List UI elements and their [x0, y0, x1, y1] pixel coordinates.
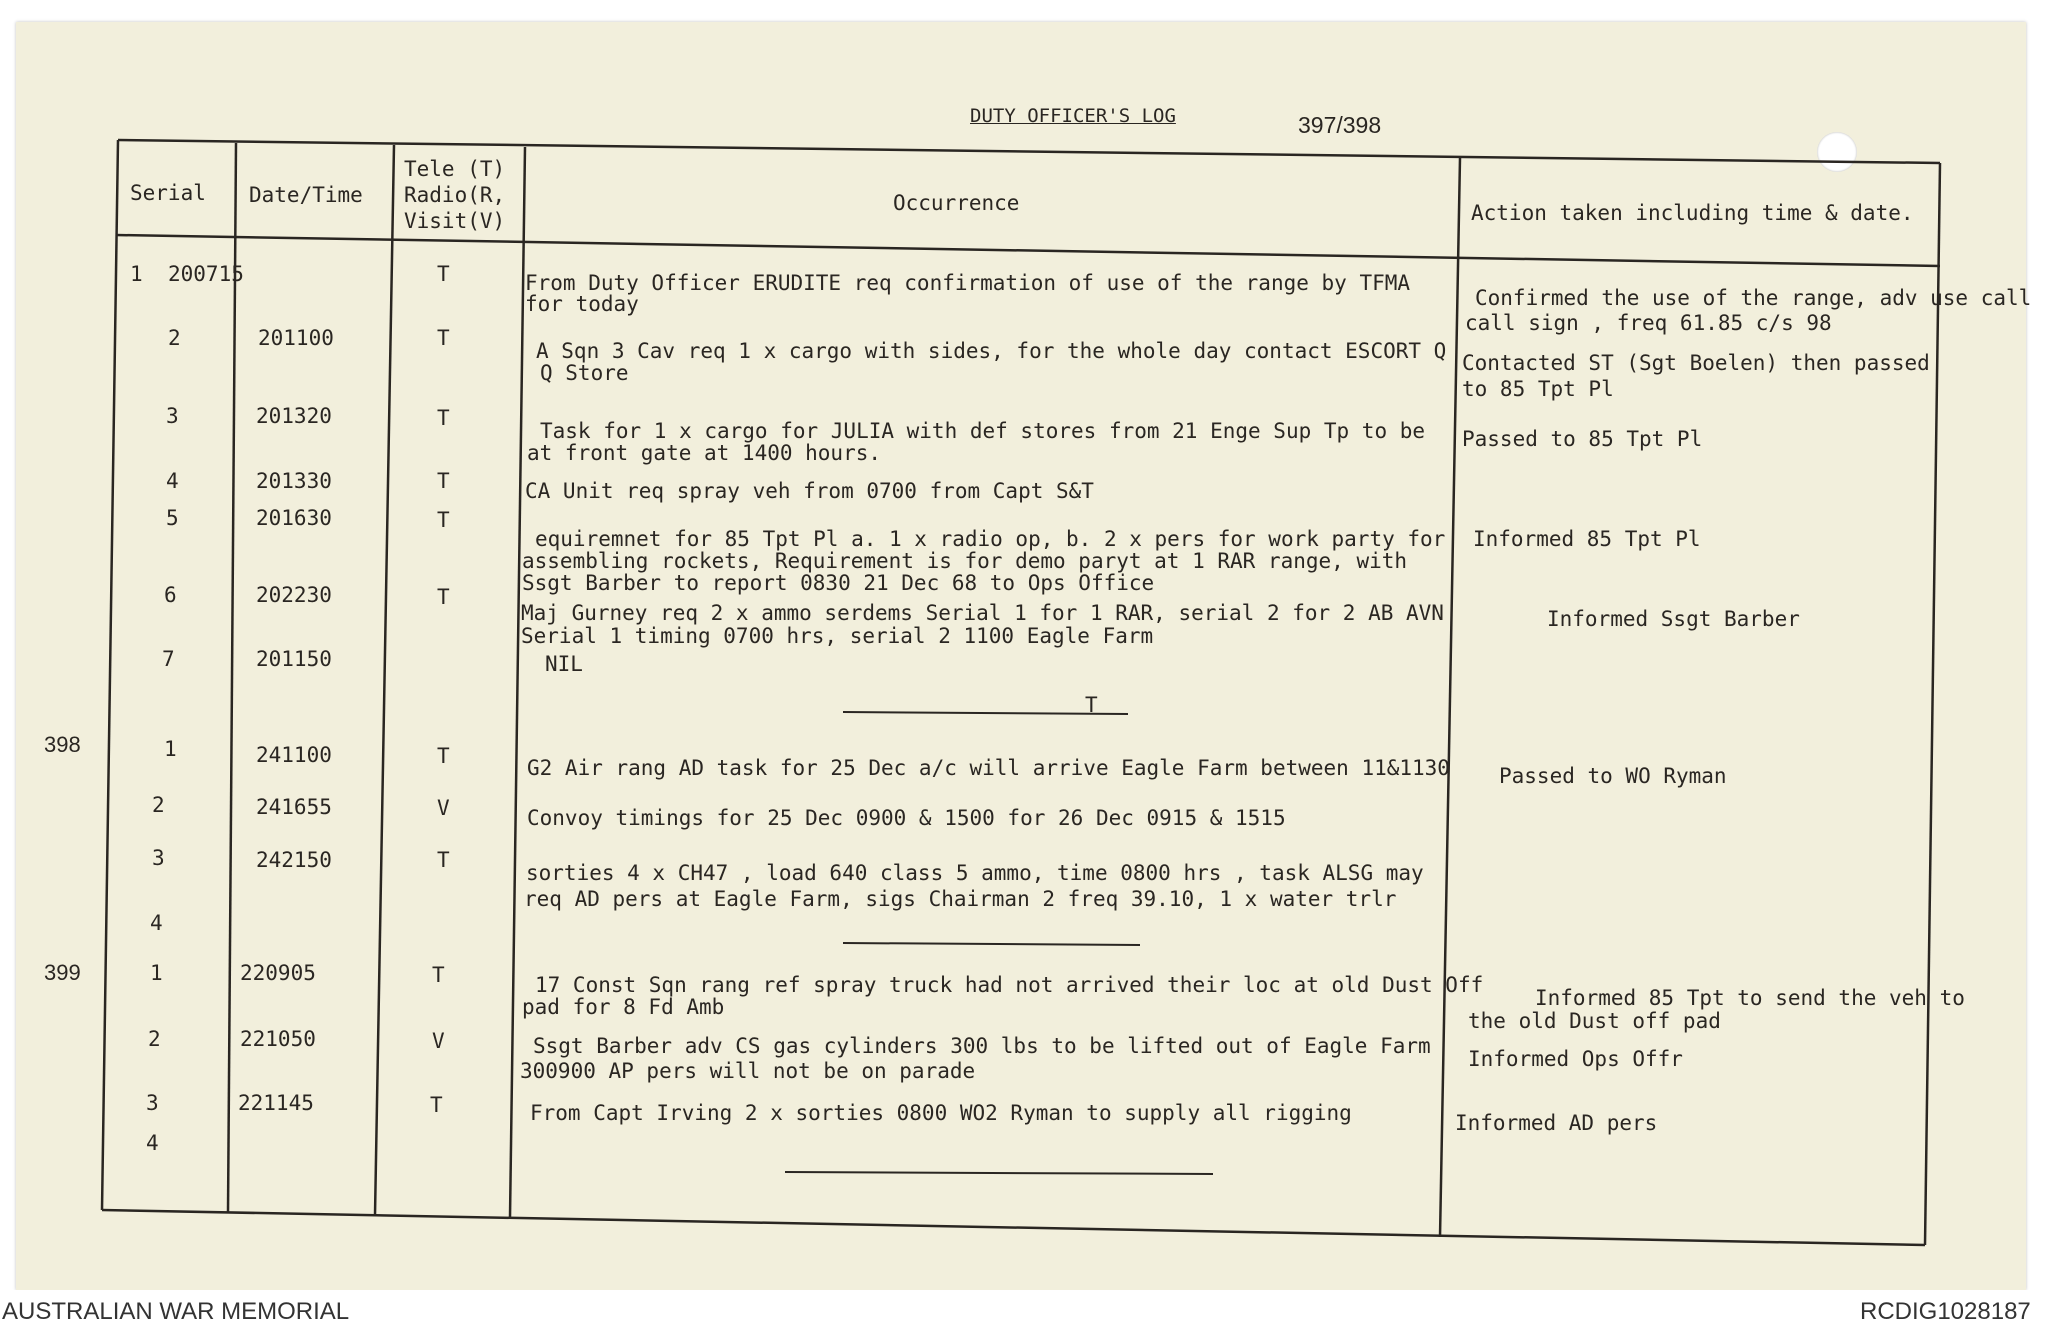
row-serial: 2 — [152, 793, 165, 817]
row-occurrence-line: G2 Air rang AD task for 25 Dec a/c will arrive Eagle Farm between 11&1130 — [527, 756, 1450, 780]
document-title: DUTY OFFICER'S LOG — [970, 105, 1176, 127]
header-occurrence: Occurrence — [893, 191, 1020, 215]
row-action-line: Passed to 85 Tpt Pl — [1462, 427, 1703, 451]
row-occurrence-line: Ssgt Barber to report 0830 21 Dec 68 to Ops Office — [522, 571, 1155, 595]
footer-right-label: RCDIG1028187 — [1860, 1298, 2031, 1325]
row-serial: 3 — [152, 846, 165, 870]
row-occurrence-line: CA Unit req spray veh from 0700 from Capt S&T — [525, 479, 1094, 503]
row-occurrence-line: 17 Const Sqn rang ref spray truck had not arrived their loc at old Dust Off — [535, 973, 1484, 997]
divider-line-2 — [843, 943, 1140, 945]
row-datetime: 221145 — [238, 1091, 314, 1115]
row-occurrence-line: From Capt Irving 2 x sorties 0800 WO2 Ryman to supply all rigging — [530, 1101, 1352, 1125]
header-method-3: Visit(V) — [404, 209, 506, 233]
row-datetime: 221050 — [240, 1027, 316, 1051]
row-datetime: 220905 — [240, 961, 316, 985]
row-occurrence-line: Q Store — [540, 361, 629, 385]
row-action-line: the old Dust off pad — [1468, 1009, 1721, 1033]
row-action-line: Contacted ST (Sgt Boelen) then passed — [1462, 351, 1930, 375]
header-serial: Serial — [130, 181, 206, 205]
row-occurrence-line: Task for 1 x cargo for JULIA with def stores from 21 Enge Sup Tp to be — [540, 419, 1426, 443]
row-datetime: 200715 — [168, 262, 244, 286]
row-method: T — [437, 262, 450, 286]
row-method: T — [432, 963, 445, 987]
divider-mark: T — [1085, 693, 1098, 717]
row-datetime: 201330 — [256, 469, 332, 493]
row-method: T — [437, 469, 450, 493]
row-occurrence-line: req AD pers at Eagle Farm, sigs Chairman 2 freq 39.10, 1 x water trlr — [524, 887, 1397, 911]
page-reference: 397/398 — [1298, 112, 1382, 138]
row-occurrence-line: From Duty Officer ERUDITE req confirmation of use of the range by TFMA — [525, 271, 1411, 295]
row-serial: 4 — [150, 911, 163, 935]
row-serial: 1 — [164, 737, 177, 761]
row-occurrence-line: at front gate at 1400 hours. — [527, 441, 882, 465]
row-occurrence-line: Ssgt Barber adv CS gas cylinders 300 lbs to be lifted out of Eagle Farm — [533, 1034, 1431, 1058]
row-action-line: Confirmed the use of the range, adv use call — [1475, 286, 2032, 310]
row-serial: 1 — [130, 262, 143, 286]
row-occurrence-line: equiremnet for 85 Tpt Pl a. 1 x radio op, b. 2 x pers for work party for — [535, 527, 1446, 551]
row-datetime: 242150 — [256, 848, 332, 872]
row-serial: 4 — [166, 469, 179, 493]
row-action-line: Informed Ops Offr — [1468, 1047, 1683, 1071]
row-method: T — [437, 508, 450, 532]
row-method: T — [437, 848, 450, 872]
row-occurrence-line: assembling rockets, Requirement is for demo paryt at 1 RAR range, with — [522, 549, 1408, 573]
row-method: T — [437, 744, 450, 768]
row-serial: 5 — [166, 506, 179, 530]
row-action-line: Informed Ssgt Barber — [1547, 607, 1800, 631]
row-occurrence-line: sorties 4 x CH47 , load 640 class 5 ammo, time 0800 hrs , task ALSG may — [526, 861, 1424, 885]
row-occurrence-line: Serial 1 timing 0700 hrs, serial 2 1100 Eagle Farm — [521, 624, 1154, 648]
row-datetime: 201630 — [256, 506, 332, 530]
row-method: T — [437, 326, 450, 350]
row-method: V — [437, 796, 450, 820]
row-datetime: 202230 — [256, 583, 332, 607]
row-method: T — [430, 1093, 443, 1117]
row-occurrence-line: 300900 AP pers will not be on parade — [520, 1059, 976, 1083]
row-method: T — [437, 585, 450, 609]
row-method: V — [432, 1029, 445, 1053]
divider-line-3 — [785, 1172, 1213, 1174]
row-occurrence-line: NIL — [545, 652, 583, 676]
row-occurrence-line: for today — [525, 292, 639, 316]
row-serial: 3 — [146, 1091, 159, 1115]
header-method-2: Radio(R, — [404, 183, 506, 207]
header-datetime: Date/Time — [249, 183, 363, 207]
row-method: T — [437, 406, 450, 430]
row-datetime: 241100 — [256, 743, 332, 767]
row-serial: 3 — [166, 404, 179, 428]
row-datetime: 201320 — [256, 404, 332, 428]
row-action-line: Informed AD pers — [1455, 1111, 1658, 1135]
row-action-line: call sign , freq 61.85 c/s 98 — [1465, 311, 1832, 335]
row-serial: 6 — [164, 583, 177, 607]
row-action-line: Informed 85 Tpt Pl — [1473, 527, 1701, 551]
row-occurrence-line: Convoy timings for 25 Dec 0900 & 1500 for 26 Dec 0915 & 1515 — [527, 806, 1286, 830]
footer-left-label: AUSTRALIAN WAR MEMORIAL — [2, 1298, 350, 1325]
row-action-line: Passed to WO Ryman — [1499, 764, 1727, 788]
section-label-399: 399 — [44, 960, 81, 985]
section-label-398: 398 — [44, 732, 81, 757]
row-serial: 4 — [146, 1131, 159, 1155]
row-occurrence-line: pad for 8 Fd Amb — [522, 995, 725, 1019]
row-serial: 2 — [148, 1027, 161, 1051]
row-occurrence-line: Maj Gurney req 2 x ammo serdems Serial 1 for 1 RAR, serial 2 for 2 AB AVN — [521, 601, 1444, 625]
row-action-line: to 85 Tpt Pl — [1462, 377, 1614, 401]
row-datetime: 241655 — [256, 795, 332, 819]
row-serial: 1 — [150, 961, 163, 985]
row-serial: 2 — [168, 326, 181, 350]
row-occurrence-line: A Sqn 3 Cav req 1 x cargo with sides, for the whole day contact ESCORT Q — [536, 339, 1447, 363]
row-action-line: Informed 85 Tpt to send the veh to — [1535, 986, 1965, 1010]
row-serial: 7 — [162, 647, 175, 671]
header-action: Action taken including time & date. — [1471, 201, 1914, 225]
row-datetime: 201150 — [256, 647, 332, 671]
row-datetime: 201100 — [258, 326, 334, 350]
header-method-1: Tele (T) — [404, 157, 506, 181]
